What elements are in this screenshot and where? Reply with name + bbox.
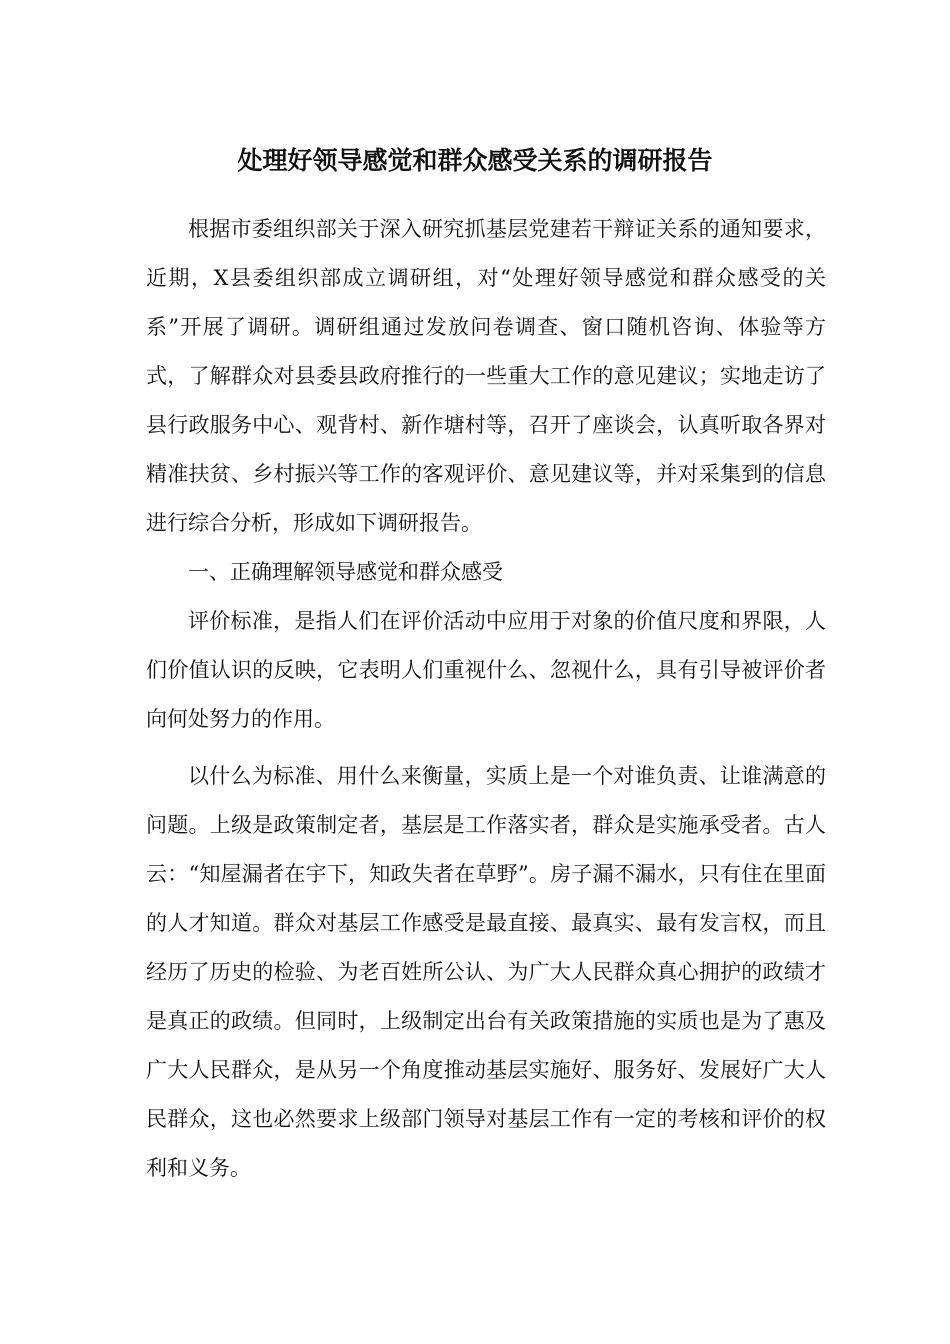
- body-paragraph: 评价标准，是指人们在评价活动中应用于对象的价值尺度和界限，人们价值认识的反映，它表明人们重视什么、忽视什么，具有引导被评价者向何处努力的作用。: [146, 609, 826, 731]
- document-body: [146, 205, 826, 1193]
- section-heading: 一、正确理解领导感觉和群众感受: [188, 560, 503, 584]
- document-title: 处理好领导感觉和群众感受关系的调研报告: [237, 146, 713, 175]
- intro-paragraph: 根据市委组织部关于深入研究抓基层党建若干辩证关系的通知要求，近期，X县委组织部成立调研组，对“处理好领导感觉和群众感受的关系”开展了调研。调研组通过发放问卷调查、窗口随机咨询、体验等方式，了解群众对县委县政府推行的一些重大工作的意见建议；实地走访了县行政服务中心、观背村、新作塘村等，召开了座谈会，认真听取各界对精准扶贫、乡村振兴等工作的客观评价、意见建议等，并对采集到的信息进行综合分析，形成如下调研报告。: [146, 217, 826, 535]
- body-paragraph: 以什么为标准、用什么来衡量，实质上是一个对谁负责、让谁满意的问题。上级是政策制定者，基层是工作落实者，群众是实施承受者。古人云：“知屋漏者在宇下，知政失者在草野”。房子漏不漏水，只有住在里面的人才知道。群众对基层工作感受是最直接、最真实、最有发言权，而且经历了历史的检验、为老百姓所公认、为广大人民群众真心拥护的政绩才是真正的政绩。但同时，上级制定出台有关政策措施的实质也是为了惠及广大人民群众，是从另一个角度推动基层实施好、服务好、发展好广大人民群众，这也必然要求上级部门领导对基层工作有一定的考核和评价的权利和义务。: [146, 764, 826, 1180]
